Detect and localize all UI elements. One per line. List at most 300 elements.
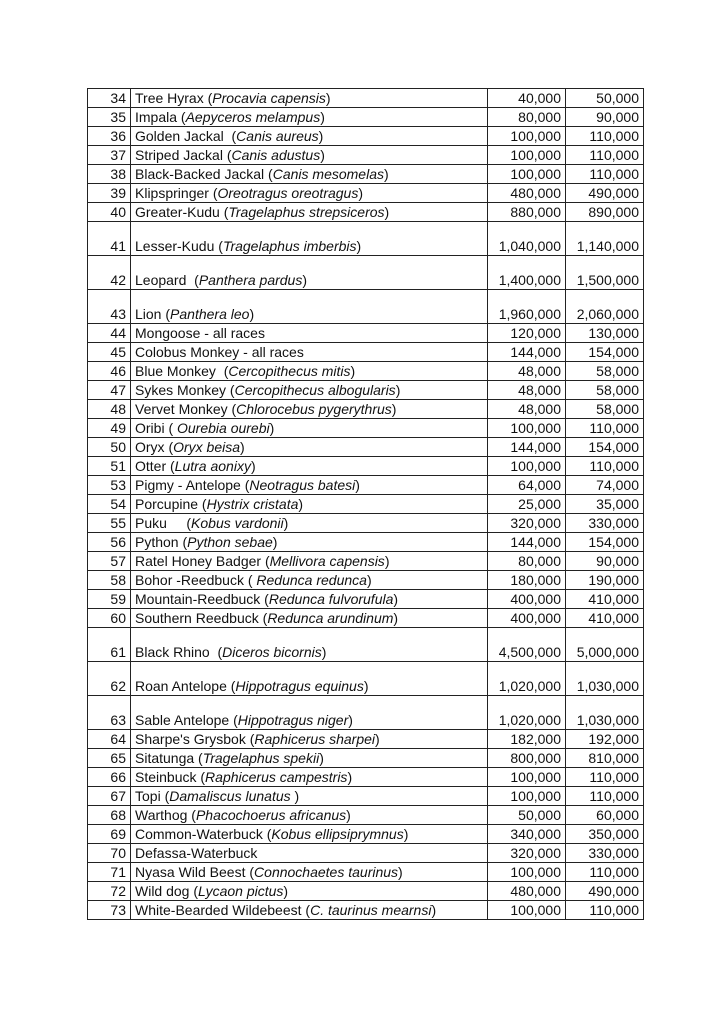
fee-value-2 — [566, 89, 644, 108]
fee-amount: 80,000 — [518, 553, 561, 569]
fee-amount: 100,000 — [510, 147, 561, 163]
fee-value-1 — [488, 749, 566, 768]
row-number: 62 — [88, 662, 131, 696]
fee-amount: 100,000 — [510, 788, 561, 804]
scientific-name: Lutra aonixy — [174, 458, 251, 474]
species-name-cell — [131, 457, 488, 476]
fee-amount: 100,000 — [510, 769, 561, 785]
closing-parenthesis: ) — [350, 363, 356, 379]
fee-amount: 50,000 — [596, 90, 639, 106]
row-number: 36 — [88, 127, 131, 146]
scientific-name: Raphicerus sharpei — [254, 731, 376, 747]
fee-value-1 — [488, 184, 566, 203]
fee-value-2 — [566, 203, 644, 222]
closing-parenthesis: ) — [398, 864, 403, 880]
fee-amount: 110,000 — [589, 788, 639, 804]
fee-amount: 100,000 — [510, 166, 561, 182]
table-row — [88, 146, 644, 165]
fee-value-1 — [488, 438, 566, 457]
species-name-cell — [131, 146, 488, 165]
table-row — [88, 662, 644, 696]
fee-amount: 110,000 — [589, 458, 639, 474]
common-name: Sitatunga ( — [135, 750, 203, 766]
closing-parenthesis: ) — [346, 807, 351, 823]
fee-value-2 — [566, 882, 644, 901]
scientific-name: Canis aureus — [236, 128, 319, 144]
scientific-name: Hippotragus equinus — [235, 678, 364, 694]
fee-amount: 1,960,000 — [498, 306, 561, 322]
species-name-cell — [131, 609, 488, 628]
species-name-cell — [131, 184, 488, 203]
closing-parenthesis: ) — [384, 553, 390, 569]
fee-value-2 — [566, 628, 644, 662]
fee-value-2 — [566, 400, 644, 419]
species-name-cell — [131, 381, 488, 400]
common-name: Tree Hyrax ( — [135, 90, 213, 106]
fee-amount: 110,000 — [589, 166, 639, 182]
scientific-name: Redunca fulvorufula — [268, 591, 394, 607]
common-name: Otter ( — [135, 458, 175, 474]
fee-value-2 — [566, 730, 644, 749]
species-name-cell — [131, 590, 488, 609]
row-number: 64 — [88, 730, 131, 749]
fee-amount: 110,000 — [589, 420, 639, 436]
fee-amount: 1,030,000 — [576, 678, 639, 694]
fee-value-1 — [488, 495, 566, 514]
fee-value-2 — [566, 590, 644, 609]
table-row — [88, 495, 644, 514]
table-row — [88, 108, 644, 127]
row-number: 59 — [88, 590, 131, 609]
fee-amount: 330,000 — [588, 845, 639, 861]
closing-parenthesis: ) — [294, 788, 300, 804]
species-name-cell — [131, 806, 488, 825]
species-name-cell — [131, 476, 488, 495]
fee-amount: 182,000 — [510, 731, 561, 747]
scientific-name: Hystrix cristata — [206, 496, 299, 512]
fee-amount: 40,000 — [518, 90, 561, 106]
fee-value-2 — [566, 381, 644, 400]
row-number: 45 — [88, 343, 131, 362]
common-name: Bohor -Reedbuck ( — [135, 572, 257, 588]
scientific-name: Tragelaphus spekii — [202, 750, 320, 766]
scientific-name: Procavia capensis — [212, 90, 326, 106]
fee-value-2 — [566, 514, 644, 533]
scientific-name: Redunca arundinum — [267, 610, 394, 626]
fee-amount: 100,000 — [510, 864, 561, 880]
row-number: 50 — [88, 438, 131, 457]
row-number: 61 — [88, 628, 131, 662]
fee-value-2 — [566, 256, 644, 290]
fee-value-2 — [566, 476, 644, 495]
row-number: 51 — [88, 457, 131, 476]
table-row — [88, 730, 644, 749]
fee-amount: 35,000 — [596, 496, 639, 512]
common-name: Sharpe's Grysbok ( — [135, 731, 255, 747]
fee-amount: 110,000 — [589, 902, 639, 918]
table-row — [88, 696, 644, 730]
common-name: Common-Waterbuck ( — [135, 826, 272, 842]
closing-parenthesis: ) — [325, 90, 331, 106]
fee-value-1 — [488, 552, 566, 571]
species-name-cell — [131, 290, 488, 324]
scientific-name: Lycaon pictus — [198, 883, 284, 899]
species-name-cell — [131, 203, 488, 222]
fee-amount: 144,000 — [510, 344, 561, 360]
scientific-name: Raphicerus campestris — [205, 769, 348, 785]
fee-amount: 5,000,000 — [576, 644, 639, 660]
fee-amount: 4,500,000 — [498, 644, 561, 660]
fee-amount: 48,000 — [518, 401, 561, 417]
scientific-name: Panthera leo — [170, 306, 250, 322]
fee-value-2 — [566, 844, 644, 863]
closing-parenthesis: ) — [403, 826, 409, 842]
table-row — [88, 381, 644, 400]
fee-amount: 48,000 — [518, 363, 561, 379]
fee-value-1 — [488, 844, 566, 863]
species-name-cell — [131, 863, 488, 882]
scientific-name: Python sebae — [187, 534, 273, 550]
species-fee-table — [87, 88, 644, 920]
fee-amount: 2,060,000 — [576, 306, 639, 322]
common-name: Wild dog ( — [135, 883, 199, 899]
common-name: Sable Antelope ( — [135, 712, 238, 728]
table-row — [88, 324, 644, 343]
table-row — [88, 400, 644, 419]
table-row — [88, 901, 644, 920]
fee-value-2 — [566, 222, 644, 256]
fee-value-2 — [566, 457, 644, 476]
table-row — [88, 362, 644, 381]
fee-amount: 120,000 — [510, 325, 561, 341]
table-row — [88, 203, 644, 222]
closing-parenthesis: ) — [375, 731, 380, 747]
table-row — [88, 768, 644, 787]
fee-amount: 64,000 — [518, 477, 561, 493]
fee-amount: 330,000 — [588, 515, 639, 531]
closing-parenthesis: ) — [355, 477, 360, 493]
species-name-cell — [131, 787, 488, 806]
fee-value-1 — [488, 662, 566, 696]
common-name: Topi ( — [135, 788, 170, 804]
row-number: 41 — [88, 222, 131, 256]
row-number: 47 — [88, 381, 131, 400]
species-name-cell — [131, 749, 488, 768]
table-row — [88, 825, 644, 844]
scientific-name: Neotragus batesi — [249, 477, 356, 493]
fee-value-2 — [566, 901, 644, 920]
fee-amount: 1,500,000 — [576, 272, 639, 288]
table-row — [88, 256, 644, 290]
fee-amount: 1,400,000 — [498, 272, 561, 288]
row-number: 72 — [88, 882, 131, 901]
fee-value-1 — [488, 533, 566, 552]
species-name-cell — [131, 882, 488, 901]
closing-parenthesis: ) — [283, 515, 289, 531]
row-number: 49 — [88, 419, 131, 438]
species-name-cell — [131, 89, 488, 108]
common-name: Sykes Monkey ( — [135, 382, 235, 398]
fee-value-2 — [566, 533, 644, 552]
scientific-name: Phacochoerus africanus — [195, 807, 347, 823]
fee-amount: 1,140,000 — [576, 238, 639, 254]
common-name: Striped Jackal ( — [135, 147, 232, 163]
row-number: 63 — [88, 696, 131, 730]
fee-value-2 — [566, 825, 644, 844]
species-name-cell — [131, 495, 488, 514]
fee-amount: 190,000 — [588, 572, 639, 588]
row-number: 60 — [88, 609, 131, 628]
species-name-cell — [131, 222, 488, 256]
fee-value-1 — [488, 127, 566, 146]
closing-parenthesis: ) — [384, 204, 390, 220]
species-name-cell — [131, 730, 488, 749]
common-name: Oryx ( — [135, 439, 174, 455]
fee-amount: 400,000 — [510, 610, 561, 626]
fee-value-2 — [566, 108, 644, 127]
common-name: Puku ( — [135, 515, 192, 531]
scientific-name: C. taurinus mearnsi — [310, 902, 432, 918]
fee-amount: 154,000 — [588, 534, 639, 550]
fee-value-1 — [488, 362, 566, 381]
row-number: 53 — [88, 476, 131, 495]
fee-value-1 — [488, 590, 566, 609]
fee-value-1 — [488, 514, 566, 533]
row-number: 39 — [88, 184, 131, 203]
fee-value-1 — [488, 165, 566, 184]
row-number: 71 — [88, 863, 131, 882]
species-name-cell — [131, 514, 488, 533]
species-name-cell — [131, 844, 488, 863]
row-number: 65 — [88, 749, 131, 768]
closing-parenthesis: ) — [348, 712, 353, 728]
fee-amount: 58,000 — [596, 382, 639, 398]
table-row — [88, 844, 644, 863]
fee-amount: 60,000 — [596, 807, 639, 823]
species-name-cell — [131, 628, 488, 662]
closing-parenthesis: ) — [298, 496, 304, 512]
fee-value-1 — [488, 400, 566, 419]
fee-amount: 890,000 — [588, 204, 639, 220]
closing-parenthesis: ) — [320, 109, 325, 125]
species-name-cell — [131, 324, 488, 343]
row-number: 57 — [88, 552, 131, 571]
fee-amount: 180,000 — [510, 572, 561, 588]
fee-amount: 110,000 — [589, 769, 639, 785]
scientific-name: Ourebia ourebi — [177, 420, 270, 436]
fee-value-2 — [566, 768, 644, 787]
species-name-cell — [131, 256, 488, 290]
fee-value-1 — [488, 628, 566, 662]
table-row — [88, 609, 644, 628]
fee-value-2 — [566, 662, 644, 696]
scientific-name: Canis mesomelas — [272, 166, 384, 182]
fee-value-1 — [488, 108, 566, 127]
common-name: Oribi ( — [135, 420, 177, 436]
common-name: Leopard ( — [135, 272, 199, 288]
fee-value-2 — [566, 324, 644, 343]
fee-value-1 — [488, 343, 566, 362]
fee-value-1 — [488, 146, 566, 165]
fee-amount: 320,000 — [510, 515, 561, 531]
fee-value-2 — [566, 863, 644, 882]
fee-amount: 58,000 — [596, 401, 639, 417]
table-row — [88, 863, 644, 882]
fee-value-2 — [566, 419, 644, 438]
fee-value-1 — [488, 256, 566, 290]
fee-amount: 1,020,000 — [498, 712, 561, 728]
fee-value-1 — [488, 571, 566, 590]
fee-amount: 192,000 — [588, 731, 639, 747]
fee-value-1 — [488, 89, 566, 108]
fee-value-1 — [488, 806, 566, 825]
fee-value-2 — [566, 184, 644, 203]
common-name: Vervet Monkey ( — [135, 401, 237, 417]
closing-parenthesis: ) — [320, 147, 325, 163]
closing-parenthesis: ) — [318, 128, 324, 144]
common-name: Lion ( — [135, 306, 171, 322]
fee-amount: 490,000 — [588, 883, 639, 899]
fee-amount: 144,000 — [510, 534, 561, 550]
row-number: 73 — [88, 901, 131, 920]
fee-value-2 — [566, 290, 644, 324]
table-row — [88, 787, 644, 806]
common-name: Defassa-Waterbuck — [135, 845, 258, 861]
fee-amount: 110,000 — [589, 147, 639, 163]
fee-value-2 — [566, 127, 644, 146]
fee-value-2 — [566, 438, 644, 457]
fee-amount: 800,000 — [510, 750, 561, 766]
fee-value-1 — [488, 222, 566, 256]
fee-amount: 810,000 — [588, 750, 639, 766]
closing-parenthesis: ) — [391, 401, 397, 417]
common-name: Nyasa Wild Beest ( — [135, 864, 255, 880]
fee-amount: 410,000 — [588, 591, 639, 607]
fee-amount: 1,030,000 — [576, 712, 639, 728]
fee-value-2 — [566, 787, 644, 806]
species-name-cell — [131, 343, 488, 362]
table-row — [88, 476, 644, 495]
fee-value-1 — [488, 696, 566, 730]
closing-parenthesis: ) — [358, 185, 364, 201]
table-row — [88, 533, 644, 552]
scientific-name: Cercopithecus albogularis — [234, 382, 396, 398]
scientific-name: Kobus vardonii — [191, 515, 284, 531]
fee-amount: 100,000 — [510, 128, 561, 144]
common-name: Southern Reedbuck ( — [135, 610, 268, 626]
common-name: Pigmy - Antelope ( — [135, 477, 250, 493]
fee-value-1 — [488, 882, 566, 901]
scientific-name: Cercopithecus mitis — [228, 363, 351, 379]
common-name: Black Rhino ( — [135, 644, 223, 660]
table-row — [88, 222, 644, 256]
closing-parenthesis: ) — [356, 238, 362, 254]
fee-amount: 90,000 — [596, 109, 639, 125]
scientific-name: Hippotragus niger — [237, 712, 349, 728]
common-name: Steinbuck ( — [135, 769, 206, 785]
closing-parenthesis: ) — [395, 382, 401, 398]
row-number: 54 — [88, 495, 131, 514]
fee-amount: 1,040,000 — [498, 238, 561, 254]
species-name-cell — [131, 438, 488, 457]
row-number: 46 — [88, 362, 131, 381]
row-number: 56 — [88, 533, 131, 552]
table-row — [88, 419, 644, 438]
fee-amount: 80,000 — [518, 109, 561, 125]
closing-parenthesis: ) — [366, 572, 372, 588]
common-name: Mountain-Reedbuck ( — [135, 591, 269, 607]
table-row — [88, 514, 644, 533]
fee-amount: 110,000 — [589, 128, 639, 144]
species-name-cell — [131, 127, 488, 146]
common-name: Python ( — [135, 534, 188, 550]
fee-value-2 — [566, 609, 644, 628]
common-name: Porcupine ( — [135, 496, 207, 512]
fee-amount: 74,000 — [596, 477, 639, 493]
closing-parenthesis: ) — [240, 439, 245, 455]
species-name-cell — [131, 825, 488, 844]
common-name: Lesser-Kudu ( — [135, 238, 223, 254]
scientific-name: Chlorocebus pygerythrus — [236, 401, 392, 417]
fee-amount: 340,000 — [510, 826, 561, 842]
table-row — [88, 89, 644, 108]
fee-amount: 130,000 — [588, 325, 639, 341]
row-number: 67 — [88, 787, 131, 806]
species-name-cell — [131, 571, 488, 590]
fee-value-1 — [488, 863, 566, 882]
fee-value-2 — [566, 343, 644, 362]
fee-amount: 350,000 — [588, 826, 639, 842]
fee-amount: 110,000 — [589, 864, 639, 880]
common-name: Warthog ( — [135, 807, 196, 823]
fee-value-1 — [488, 203, 566, 222]
closing-parenthesis: ) — [363, 678, 369, 694]
common-name: Golden Jackal ( — [135, 128, 237, 144]
fee-value-1 — [488, 457, 566, 476]
fee-amount: 490,000 — [588, 185, 639, 201]
species-name-cell — [131, 419, 488, 438]
species-name-cell — [131, 108, 488, 127]
fee-value-1 — [488, 419, 566, 438]
table-row — [88, 590, 644, 609]
common-name: Ratel Honey Badger ( — [135, 553, 270, 569]
common-name: Impala ( — [135, 109, 186, 125]
species-name-cell — [131, 696, 488, 730]
row-number: 44 — [88, 324, 131, 343]
row-number: 37 — [88, 146, 131, 165]
species-name-cell — [131, 362, 488, 381]
common-name: Colobus Monkey - all races — [135, 344, 304, 360]
common-name: Blue Monkey ( — [135, 363, 229, 379]
fee-value-1 — [488, 324, 566, 343]
row-number: 40 — [88, 203, 131, 222]
table-row — [88, 571, 644, 590]
closing-parenthesis: ) — [321, 644, 327, 660]
fee-amount: 48,000 — [518, 382, 561, 398]
scientific-name: Kobus ellipsiprymnus — [271, 826, 404, 842]
scientific-name: Redunca redunca — [256, 572, 367, 588]
species-name-cell — [131, 768, 488, 787]
species-name-cell — [131, 662, 488, 696]
closing-parenthesis: ) — [283, 883, 289, 899]
table-row — [88, 290, 644, 324]
scientific-name: Damaliscus lunatus — [169, 788, 295, 804]
fee-value-2 — [566, 749, 644, 768]
common-name: Roan Antelope ( — [135, 678, 236, 694]
table-row — [88, 184, 644, 203]
table-row — [88, 457, 644, 476]
fee-value-2 — [566, 552, 644, 571]
